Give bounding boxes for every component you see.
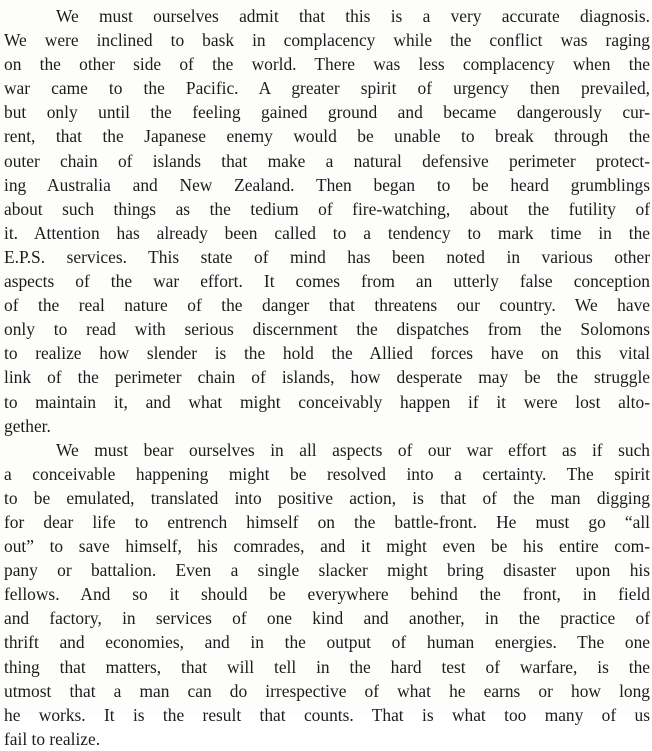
text-line: he works. It is the result that counts. That is what too many of us xyxy=(4,704,650,725)
text-line: for dear life to entrench himself on the battle-front. He must go “all xyxy=(4,511,650,532)
text-line: link of the perimeter chain of islands, how desperate may be the struggle xyxy=(4,367,650,388)
paragraph-diagnosis xyxy=(4,4,650,438)
text-line: about such things as the tedium of fire-watching, about the futility of xyxy=(4,198,650,219)
text-line: fellows. And so it should be everywhere behind the front, in field xyxy=(4,584,650,605)
paragraph-war-effort xyxy=(4,438,650,751)
text-line: a conceivable happening might be resolved into a certainty. The spirit xyxy=(4,463,650,484)
text-line: E.P.S. services. This state of mind has been noted in various other xyxy=(4,246,650,267)
text-line: pany or battalion. Even a single slacker might bring disaster upon his xyxy=(4,560,650,581)
text-line: to realize how slender is the hold the Allied forces have on this vital xyxy=(4,343,650,364)
text-line: it. Attention has already been called to a tendency to mark time in the xyxy=(4,222,650,243)
text-line: to be emulated, translated into positive action, is that of the man digging xyxy=(4,487,650,508)
text-line: ing Australia and New Zealand. Then began to be heard grumblings xyxy=(4,174,650,195)
text-line: thrift and economies, and in the output of human energies. The one xyxy=(4,632,650,653)
text-line: aspects of the war effort. It comes from an utterly false conception xyxy=(4,271,650,292)
text-line: out” to save himself, his comrades, and it might even be his entire com- xyxy=(4,536,650,557)
text-line: fail to realize. xyxy=(4,728,101,749)
text-line: to maintain it, and what might conceivably happen if it were lost alto- xyxy=(4,391,650,412)
text-line: and factory, in services of one kind and another, in the practice of xyxy=(4,608,650,629)
text-line: We were inclined to bask in complacency while the conflict was raging xyxy=(4,30,650,51)
text-line: only to read with serious discernment the dispatches from the Solomons xyxy=(4,319,650,340)
text-line: utmost that a man can do irrespective of what he earns or how long xyxy=(4,680,650,701)
text-line: We must ourselves admit that this is a very accurate diagnosis. xyxy=(56,6,650,26)
text-line: on the other side of the world. There was less complacency when the xyxy=(4,54,650,75)
text-line: thing that matters, that will tell in the hard test of warfare, is the xyxy=(4,656,650,677)
text-line: but only until the feeling gained ground and became dangerously cur- xyxy=(4,102,650,123)
text-line: war came to the Pacific. A greater spirit of urgency then prevailed, xyxy=(4,78,650,99)
text-column xyxy=(4,4,650,751)
text-line: of the real nature of the danger that threatens our country. We have xyxy=(4,295,650,316)
text-line: gether. xyxy=(4,415,51,436)
text-line: We must bear ourselves in all aspects of our war effort as if such xyxy=(56,439,650,460)
text-line: outer chain of islands that make a natural defensive perimeter protect- xyxy=(4,150,650,171)
text-line: rent, that the Japanese enemy would be unable to break through the xyxy=(4,126,650,147)
